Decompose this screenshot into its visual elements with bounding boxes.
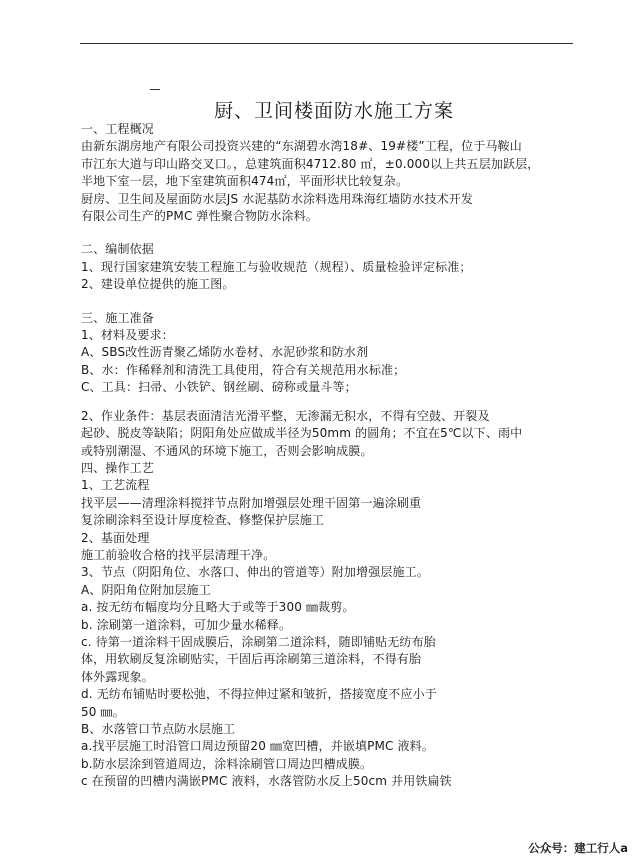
paragraph-gap	[81, 225, 581, 241]
paragraph-line: 复涂刷涂料至设计厚度检查、修整保护层施工	[81, 513, 325, 528]
list-item: c. 待第一道涂料干固成膜后，涂刷第二道涂料，随即铺贴无纺布胎	[81, 634, 436, 649]
list-item: c 在预留的凹槽内满嵌PMC 液料，水落管防水反上50cm 并用铁扁铁	[81, 774, 452, 789]
list-item: B、水：作稀释剂和清洗工具使用，符合有关规范用水标准；	[81, 362, 406, 377]
section-heading-process: 四、操作工艺	[81, 460, 154, 475]
paragraph-line: 由新东湖房地产有限公司投资兴建的“东湖碧水湾18#、19#楼”工程，位于马鞍山	[81, 139, 522, 154]
paragraph-line: 找平层——清理涂料搅拌节点附加增强层处理干固第一遍涂刷重	[81, 495, 422, 510]
list-item: A、SBS改性沥青聚乙烯防水卷材、水泥砂浆和防水剂	[81, 345, 369, 360]
paragraph-gap	[81, 294, 581, 310]
list-item: b. 涂刷第一道涂料，可加少量水稀释。	[81, 617, 292, 632]
paragraph-line: 体外露现象。	[81, 669, 154, 684]
paragraph-line: 体，用软刷反复涂刷贴实，干固后再涂刷第三道涂料，不得有胎	[81, 652, 422, 667]
list-item: d. 无纺布铺贴时要松弛，不得拉伸过紧和皱折，搭接宽度不应小于	[81, 687, 437, 702]
paragraph-line: 50 ㎜。	[81, 704, 125, 719]
section-heading-overview: 一、工程概况	[81, 122, 154, 136]
section-heading-basis: 二、编制依据	[81, 242, 154, 257]
paragraph-line: 厨房、卫生间及屋面防水层JS 水泥基防水涂料选用珠海红墙防水技术开发	[81, 191, 474, 206]
document-body	[81, 121, 581, 791]
section-heading-preparation: 三、施工准备	[81, 310, 154, 325]
list-item: 1、材料及要求：	[81, 328, 174, 343]
list-item: b.防水层涂到管道周边，涂料涂刷管口周边凹槽成膜。	[81, 756, 373, 771]
footer-watermark: 公众号：建工行人a	[528, 841, 628, 855]
header-rule	[80, 43, 573, 44]
header-dash	[150, 89, 160, 90]
list-item: C、工具：扫帚、小铁铲、钢丝刷、磅称或量斗等；	[81, 380, 357, 395]
paragraph-line: 或特别潮湿、不通风的环境下施工，否则会影响成膜。	[81, 443, 373, 458]
paragraph-line: 半地下室一层，地下室建筑面积474㎡，平面形状比较复杂。	[81, 174, 409, 189]
paragraph-line: 起砂、脱皮等缺陷；阴阳角处应做成半径为50mm 的圆角；不宜在5℃以下、雨中	[81, 426, 523, 441]
list-item: 1、工艺流程	[81, 478, 150, 493]
list-item: B、水落管口节点防水层施工	[81, 722, 236, 736]
list-item: 2、基面处理	[81, 530, 150, 545]
paragraph-line: 施工前验收合格的找平层清理干净。	[81, 547, 276, 562]
list-item: 2、建设单位提供的施工图。	[81, 277, 235, 292]
list-item: a. 按无纺布幅度均分且略大于或等于300 ㎜裁剪。	[81, 600, 355, 615]
paragraph-line: 市江东大道与印山路交叉口。，总建筑面积4712.80 ㎡，±0.000以上共五层加跃层，	[81, 156, 540, 171]
list-item: a.找平层施工时沿管口周边预留20 ㎜宽凹槽，并嵌填PMC 液料。	[81, 739, 434, 754]
document-title: 厨、卫间楼面防水施工方案	[213, 100, 454, 122]
list-item: 3、节点（阴阳角位、水落口、伸出的管道等）附加增强层施工。	[81, 565, 429, 580]
list-item: 1、现行国家建筑安装工程施工与验收规范（规程）、质量检验评定标准；	[81, 259, 472, 274]
paragraph-line: 有限公司生产的PMC 弹性聚合物防水涂料。	[81, 209, 318, 224]
paragraph-line: 2、作业条件：基层表面清洁光滑平整，无渗漏无积水，不得有空鼓、开裂及	[81, 408, 490, 423]
paragraph-gap	[81, 397, 581, 408]
list-item: A、阴阳角位附加层施工	[81, 582, 211, 597]
